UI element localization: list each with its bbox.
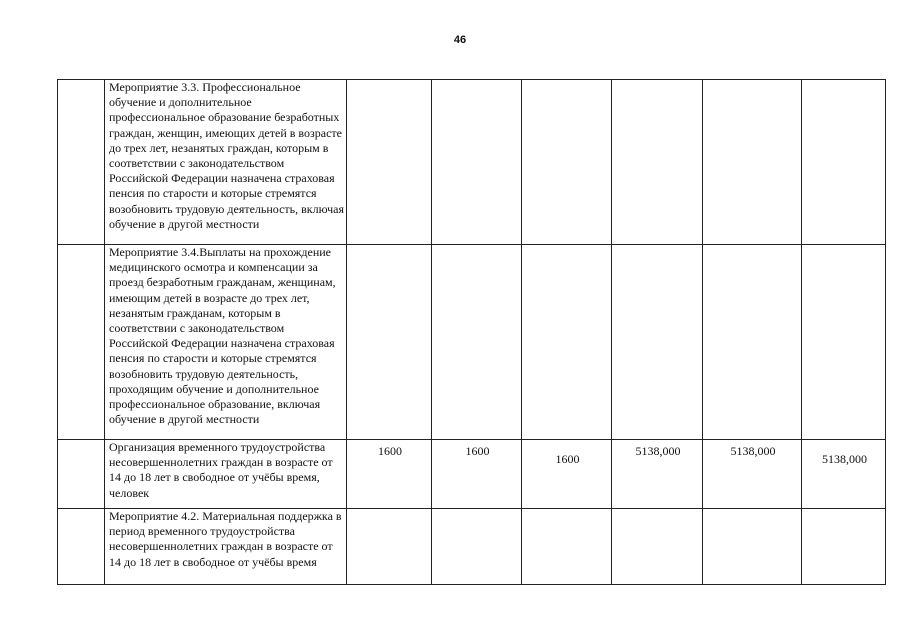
page-number: 46 bbox=[453, 34, 467, 46]
table-row bbox=[58, 440, 886, 509]
row-description: Мероприятие 3.3. Профессиональное обучение и дополнительное профессиональное образование безработных граждан, женщин, имеющих детей в возрасте до трех лет, незанятых граждан, которым в соответствии с законодательством Российской Федерации назначена страховая пенсия по старости и которые стремятся возобновить трудовую деятельность, включая обучение в другой местности bbox=[109, 80, 345, 231]
report-table bbox=[57, 79, 886, 585]
value-cell bbox=[802, 80, 886, 245]
table-row bbox=[58, 509, 886, 585]
row-index-cell bbox=[58, 80, 105, 245]
value-cell bbox=[802, 509, 886, 585]
row-index-cell bbox=[58, 245, 105, 440]
value-cell bbox=[703, 245, 802, 440]
row-description: Мероприятие 4.2. Материальная поддержка в период временного трудоустройства несовершеннолетних граждан в возрасте от 14 до 18 лет в свободное от учёбы время bbox=[109, 509, 342, 569]
description-cell bbox=[105, 509, 347, 585]
value-cell bbox=[612, 80, 703, 245]
value-cell bbox=[347, 509, 432, 585]
value-cell bbox=[802, 245, 886, 440]
description-cell bbox=[105, 245, 347, 440]
value-cell bbox=[522, 80, 612, 245]
value-cell: 5138,000 bbox=[802, 440, 886, 509]
value-cell bbox=[703, 509, 802, 585]
table-row bbox=[58, 245, 886, 440]
value-cell: 5138,000 bbox=[612, 440, 703, 509]
value-cell bbox=[347, 80, 432, 245]
value-cell bbox=[522, 245, 612, 440]
value-cell: 1600 bbox=[347, 440, 432, 509]
row-description: Мероприятие 3.4.Выплаты на прохождение медицинского осмотра и компенсации за проезд безработным гражданам, женщинам, имеющим детей в возрасте до трех лет, незанятым гражданам, которым в соответствии с законодательством Российской Федерации назначена страховая пенсия по старости и которые стремятся возобновить трудовую деятельность, проходящим обучение и дополнительное профессиональное образование, включая обучение в другой местности bbox=[109, 245, 336, 427]
row-description: Организация временного трудоустройства несовершеннолетних граждан в возрасте от 14 до 18 лет в свободное от учёбы время, человек bbox=[109, 440, 333, 500]
value-cell bbox=[612, 509, 703, 585]
value-cell bbox=[703, 80, 802, 245]
description-cell bbox=[105, 80, 347, 245]
value-cell bbox=[432, 509, 522, 585]
description-cell bbox=[105, 440, 347, 509]
value-cell bbox=[522, 509, 612, 585]
table-row bbox=[58, 80, 886, 245]
value-cell bbox=[347, 245, 432, 440]
value-cell bbox=[432, 245, 522, 440]
value-cell: 1600 bbox=[522, 440, 612, 509]
value-cell bbox=[612, 245, 703, 440]
value-cell: 1600 bbox=[432, 440, 522, 509]
value-cell bbox=[432, 80, 522, 245]
value-cell: 5138,000 bbox=[703, 440, 802, 509]
row-index-cell bbox=[58, 440, 105, 509]
row-index-cell bbox=[58, 509, 105, 585]
